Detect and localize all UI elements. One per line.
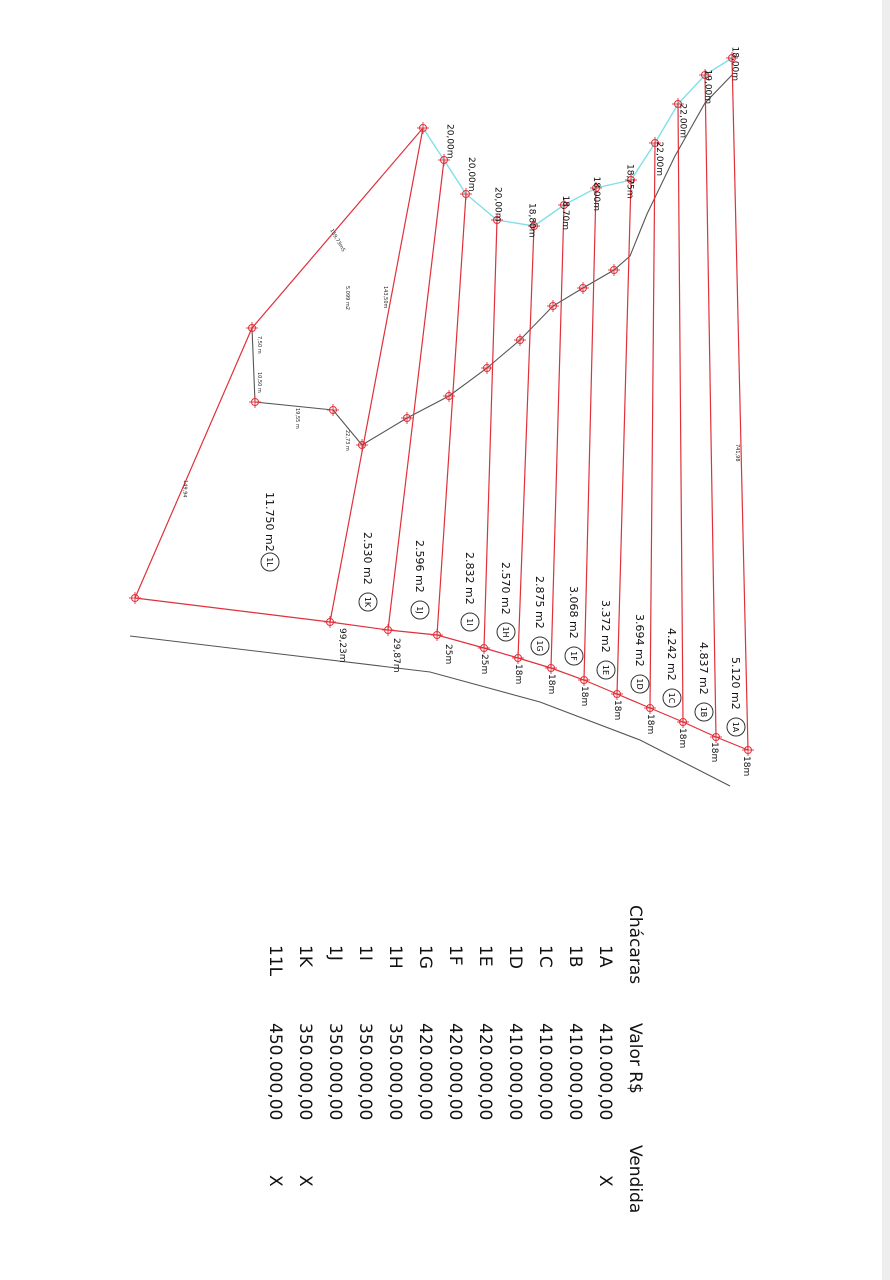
- front-boundary: [135, 598, 748, 750]
- survey-marker: [611, 688, 623, 700]
- lot-frontage: 99,23m: [337, 628, 347, 663]
- lot-id: 1J: [415, 606, 424, 614]
- lot-back-width: 20,00m: [444, 124, 455, 159]
- table-row: [505, 945, 525, 1120]
- price-table-body: [265, 905, 645, 1213]
- lot-id: 1E: [601, 664, 610, 676]
- survey-marker: [356, 439, 368, 451]
- lot-label-1e: [597, 600, 615, 679]
- table-row: [445, 945, 465, 1120]
- lot-area: 2.570 m2: [499, 562, 512, 615]
- survey-marker: [578, 674, 590, 686]
- survey-marker: [478, 642, 490, 654]
- table-cell-value: 350.000,00: [385, 1023, 405, 1121]
- table-cell-lot: 1F: [445, 945, 465, 966]
- lot-frontage: 25m: [443, 644, 453, 665]
- table-cell-value: 350.000,00: [325, 1023, 345, 1121]
- survey-marker: [742, 744, 754, 756]
- lot-frontage: 18m: [612, 700, 622, 721]
- lot-id: 1C: [667, 692, 676, 704]
- survey-marker: [644, 702, 656, 714]
- lot-divider-line: [551, 205, 564, 668]
- right-boundary: [732, 58, 748, 750]
- table-row: [385, 945, 405, 1120]
- lot-area: 2.875 m2: [533, 576, 546, 629]
- lot-divider-line: [584, 188, 596, 680]
- lot-id: 1G: [535, 640, 544, 652]
- lot-label-1d: [631, 614, 649, 693]
- lot-id: 1F: [569, 651, 578, 661]
- table-cell-value: 350.000,00: [355, 1023, 375, 1121]
- lot-label-1f: [565, 586, 583, 665]
- lot-divider-line: [518, 226, 534, 658]
- lot-label-1l: [261, 492, 279, 571]
- lot-back-width: 18,00m: [591, 176, 601, 212]
- table-cell-value: 350.000,00: [295, 1023, 315, 1121]
- survey-marker: [545, 662, 557, 674]
- lot-frontage: 18m: [677, 728, 687, 749]
- table-cell-value: 450.000,00: [265, 1023, 285, 1121]
- lot-label-1k: [359, 532, 377, 611]
- lot-frontage: 18m: [709, 742, 719, 763]
- lot-back-width: 20,00m: [466, 157, 476, 192]
- table-cell-lot: 1K: [295, 945, 315, 967]
- lot-area: 2.832 m2: [463, 552, 476, 605]
- label-notch-2: 10,50 m: [256, 372, 262, 393]
- lot-label-1i: [461, 552, 479, 631]
- lot-id: 1H: [501, 626, 510, 638]
- table-row: [595, 945, 615, 1187]
- lot-id: 1A: [731, 721, 740, 733]
- lot-divider-line: [617, 180, 631, 694]
- lot-id: 1L: [265, 557, 274, 567]
- lot-back-width: 22,00m: [677, 103, 688, 139]
- table-row: [415, 945, 435, 1120]
- lot-back-width: 20,00m: [492, 187, 503, 222]
- lot-id: 1D: [635, 678, 644, 690]
- survey-marker: [401, 412, 413, 424]
- lot-id: 1B: [699, 706, 708, 718]
- label-l-inner-1: 5.099 m2: [344, 286, 350, 310]
- lot-back-width: 19,00m: [702, 69, 713, 105]
- lot-label-1a: [727, 657, 745, 736]
- lot-divider-line: [650, 143, 655, 708]
- survey-marker: [324, 616, 336, 628]
- table-cell-lot: 1A: [595, 945, 615, 968]
- lot-id: 1I: [465, 618, 474, 626]
- table-cell-value: 420.000,00: [475, 1023, 495, 1121]
- lot-area: 3.694 m2: [633, 614, 646, 667]
- table-cell-sold: X: [295, 1175, 315, 1187]
- lot-divider-line: [330, 128, 423, 622]
- lot-area: 3.372 m2: [599, 600, 612, 653]
- table-row: [475, 945, 495, 1120]
- label-notch-4: 22,73 m: [344, 430, 350, 451]
- table-header: Valor R$: [625, 1023, 645, 1094]
- survey-marker: [327, 404, 339, 416]
- label-left-edge: 149,94: [181, 479, 188, 498]
- survey-marker: [677, 716, 689, 728]
- table-row: [265, 945, 285, 1187]
- table-cell-lot: 11L: [265, 945, 285, 977]
- table-cell-value: 420.000,00: [415, 1023, 435, 1121]
- table-cell-value: 420.000,00: [445, 1023, 465, 1121]
- lot-1l-notch: [252, 328, 362, 445]
- lot-label-1h: [497, 562, 515, 641]
- table-row: [295, 945, 315, 1187]
- table-row: [355, 945, 375, 1120]
- table-cell-lot: 1H: [385, 945, 405, 969]
- table-cell-value: 410.000,00: [505, 1023, 525, 1121]
- table-header: Vendida: [625, 1145, 645, 1214]
- lot-label-1b: [695, 642, 713, 721]
- lot-area: 11.750 m2: [263, 492, 276, 552]
- lot-area: 2.530 m2: [361, 532, 374, 585]
- lot-back-width: 18,80m: [526, 203, 537, 238]
- lot-frontage: 18m: [579, 686, 589, 707]
- survey-marker: [512, 652, 524, 664]
- label-diag-back: 159,73m5: [328, 228, 347, 254]
- label-l-inner-2: 143,50m: [382, 286, 388, 309]
- label-front-a: 741,98: [734, 444, 740, 462]
- table-cell-lot: 1E: [475, 945, 495, 967]
- table-cell-lot: 1G: [415, 945, 435, 969]
- lot-divider-line: [705, 75, 716, 737]
- lot-frontage: 18m: [546, 674, 556, 695]
- survey-marker: [129, 592, 141, 604]
- lot-frontage: 29,87m: [391, 638, 401, 673]
- table-row: [535, 945, 555, 1120]
- table-cell-lot: 1J: [325, 945, 345, 961]
- lot-area: 4.837 m2: [697, 642, 710, 695]
- price-table: [265, 905, 645, 1213]
- lot-area: 2.596 m2: [413, 540, 426, 593]
- outer-boundary: [135, 128, 423, 598]
- lot-area: 5.120 m2: [729, 657, 742, 710]
- table-cell-value: 410.000,00: [565, 1023, 585, 1121]
- label-notch-1: 7,50 m: [256, 336, 262, 354]
- label-notch-3: 19,55 m: [294, 408, 300, 429]
- table-header: Chácaras: [625, 905, 645, 985]
- lot-back-width: 18,00m: [729, 46, 740, 82]
- lot-back-width: 18,70m: [560, 195, 570, 231]
- table-cell-value: 410.000,00: [595, 1023, 615, 1121]
- back-curve: [423, 58, 732, 226]
- lot-frontage: 18m: [513, 664, 523, 685]
- lot-frontage: 18m: [645, 714, 655, 735]
- lot-divider-line: [437, 194, 466, 635]
- table-row: [325, 945, 345, 1120]
- table-cell-sold: X: [265, 1175, 285, 1187]
- survey-marker: [431, 629, 443, 641]
- survey-marker: [577, 282, 589, 294]
- lot-label-1g: [531, 576, 549, 655]
- lot-id: 1K: [363, 596, 372, 608]
- survey-marker: [249, 396, 261, 408]
- lot-back-width: 18,75m: [624, 164, 635, 199]
- lot-divider-line: [484, 220, 497, 648]
- survey-marker: [382, 624, 394, 636]
- lot-area: 4.242 m2: [665, 628, 678, 681]
- table-cell-lot: 1I: [355, 945, 375, 961]
- table-cell-lot: 1D: [505, 945, 525, 969]
- table-cell-sold: X: [595, 1175, 615, 1187]
- table-cell-value: 410.000,00: [535, 1023, 555, 1121]
- table-row: [565, 945, 585, 1120]
- table-cell-lot: 1C: [535, 945, 555, 968]
- lot-label-1c: [663, 628, 681, 707]
- lot-frontage: 18m: [741, 756, 751, 777]
- table-cell-lot: 1B: [565, 945, 585, 968]
- lot-back-width: 22,00m: [654, 141, 664, 177]
- inner-trail: [362, 75, 732, 445]
- lot-frontage: 25m: [479, 654, 489, 675]
- lot-area: 3.068 m2: [567, 586, 580, 639]
- lot-label-1j: [411, 540, 429, 619]
